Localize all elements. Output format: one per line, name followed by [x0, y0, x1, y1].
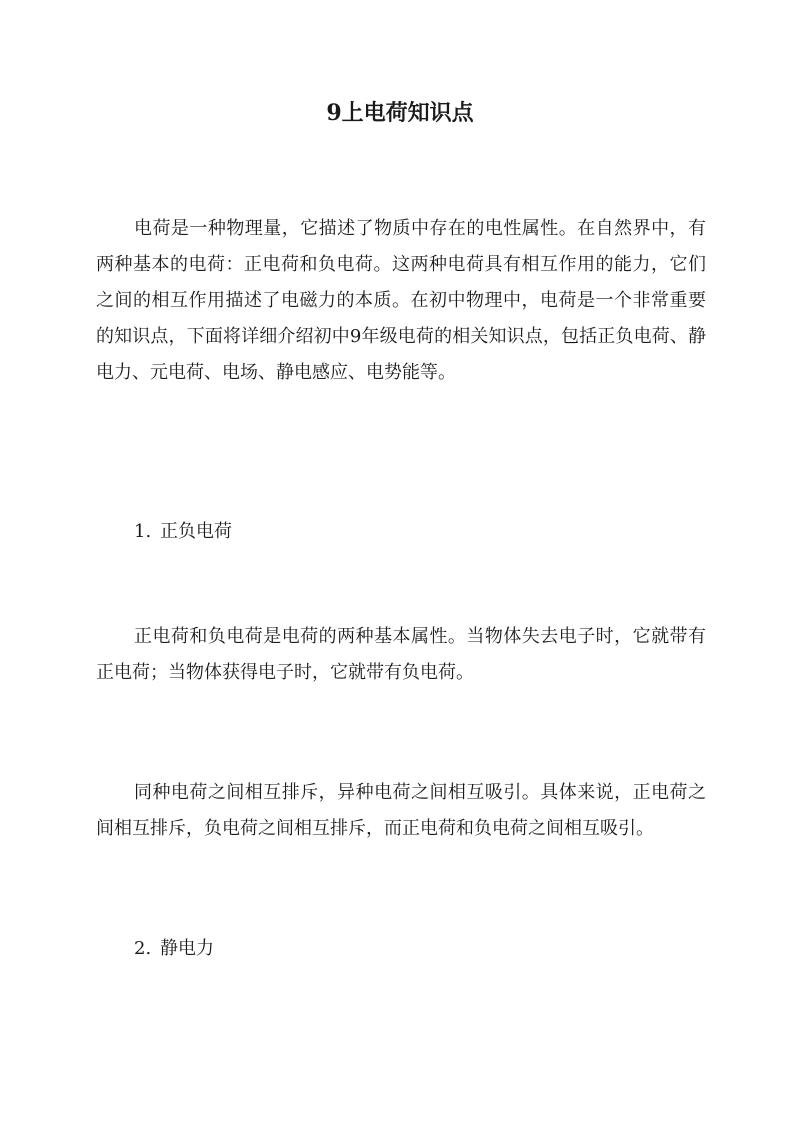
- section-1-paragraph-2: 同种电荷之间相互排斥，异种电荷之间相互吸引。具体来说，正电荷之间相互排斥，负电荷之间相互排斥，而正电荷和负电荷之间相互吸引。: [96, 782, 706, 839]
- document-title: 9上电荷知识点: [326, 100, 474, 126]
- section-number: 2.: [134, 938, 152, 959]
- intro-paragraph: 电荷是一种物理量，它描述了物质中存在的电性属性。在自然界中，有两种基本的电荷：正电荷和负电荷。这两种电荷具有相互作用的能力，它们之间的相互作用描述了电磁力的本质。在初中物理中，电荷是一个非常重要的知识点，下面将详细介绍初中9年级电荷的相关知识点，包括正负电荷、静电力、元电荷、电场、静电感应、电势能等。: [96, 218, 706, 383]
- section-title: 正负电荷: [160, 521, 232, 542]
- section-1-paragraph-1: 正电荷和负电荷是电荷的两种基本属性。当物体失去电子时，它就带有正电荷；当物体获得电子时，它就带有负电荷。: [96, 626, 706, 683]
- section-number: 1.: [134, 521, 152, 542]
- section-title: 静电力: [160, 938, 214, 959]
- section-heading-electrostatic-force: [134, 933, 694, 965]
- section-heading-positive-negative-charges: [134, 516, 694, 548]
